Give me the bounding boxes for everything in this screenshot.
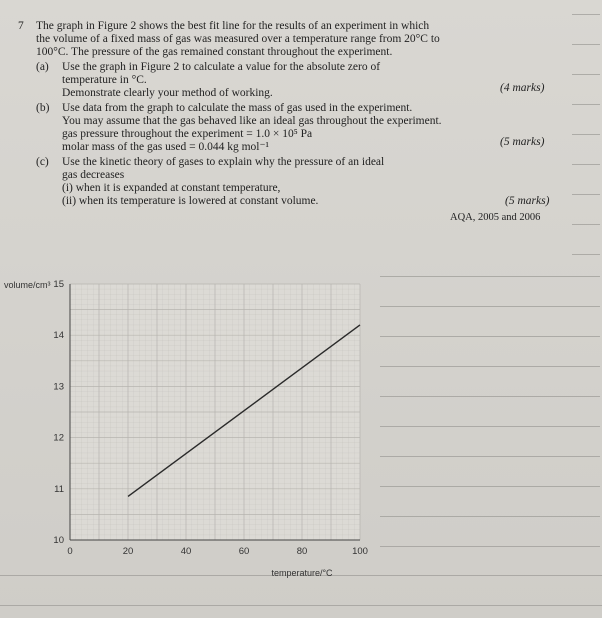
source-citation: AQA, 2005 and 2006 (450, 212, 541, 223)
part-a-line-1: Use the graph in Figure 2 to calculate a value for the absolute zero of (62, 61, 381, 73)
x-tick-label: 80 (296, 546, 308, 557)
intro-line-1: The graph in Figure 2 shows the best fit line for the results of an experiment in which (36, 20, 430, 32)
part-b-line-2: You may assume that the gas behaved like an ideal gas throughout the experiment. (62, 115, 442, 127)
part-b-line-4: molar mass of the gas used = 0.044 kg mol⁻¹ (62, 141, 270, 153)
graph-grid (70, 284, 360, 540)
y-tick-label: 11 (54, 483, 64, 495)
x-tick-label: 0 (67, 546, 73, 557)
part-a-line-2: temperature in °C. (62, 74, 147, 86)
part-b-line-1: Use data from the graph to calculate the mass of gas used in the experiment. (62, 102, 413, 114)
part-c-marks: (5 marks) (505, 195, 550, 207)
y-tick-label: 10 (53, 535, 64, 546)
x-tick-label: 40 (180, 546, 192, 557)
part-b-marks: (5 marks) (500, 136, 545, 148)
part-c-sub-ii: (ii) when its temperature is lowered at constant volume. (62, 195, 319, 207)
y-tick-label: 14 (53, 330, 64, 342)
intro-line-3: 100°C. The pressure of the gas remained constant throughout the experiment. (36, 46, 393, 58)
part-c-line-1: Use the kinetic theory of gases to explain why the pressure of an ideal (62, 156, 385, 168)
volume-temperature-graph (0, 258, 380, 588)
x-axis-label: temperature/°C (271, 568, 333, 578)
x-tick-label: 60 (238, 546, 250, 557)
x-tick-label: 100 (352, 546, 368, 557)
part-c-label: (c) (36, 156, 49, 168)
part-b-label: (b) (36, 102, 50, 114)
intro-line-2: the volume of a fixed mass of gas was measured over a temperature range from 20°C to (36, 33, 440, 45)
part-a-marks: (4 marks) (500, 82, 545, 94)
part-c-line-2: gas decreases (62, 169, 125, 181)
part-c-sub-i: (i) when it is expanded at constant temperature, (62, 182, 281, 194)
part-a-label: (a) (36, 61, 49, 73)
y-tick-label: 13 (53, 381, 64, 393)
x-tick-label: 20 (122, 546, 134, 557)
y-tick-label: 12 (53, 432, 64, 444)
question-number: 7 (18, 20, 24, 32)
part-a-line-3: Demonstrate clearly your method of working. (62, 87, 273, 99)
part-b-line-3: gas pressure throughout the experiment = 1.0 × 10⁵ Pa (62, 128, 313, 140)
y-axis-label: volume/cm³ (4, 280, 51, 290)
y-tick-label: 15 (53, 279, 64, 290)
